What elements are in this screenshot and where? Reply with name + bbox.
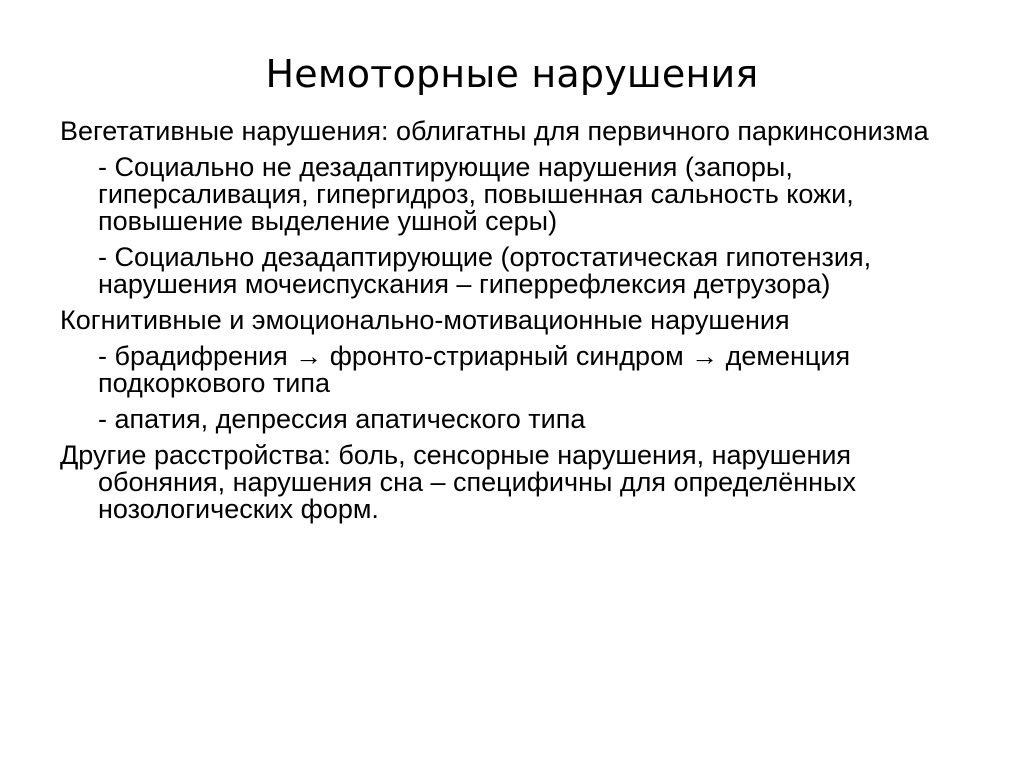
slide-title: Немоторные нарушения bbox=[265, 52, 759, 96]
slide-body bbox=[60, 118, 980, 532]
item-other-disorders: Другие расстройства: боль, сенсорные нарушения, нарушения обоняния, нарушения сна – специфичны для определённых нозологических форм. bbox=[60, 440, 856, 524]
item-cognitive: Когнитивные и эмоционально-мотивационные нарушения bbox=[60, 305, 790, 335]
subitem-disadaptive: - Социально дезадаптирующие (ортостатическая гипотензия, нарушения мочеиспускания – гиперрефлексия детрузора) bbox=[98, 242, 872, 299]
subitem-non-disadaptive: - Социально не дезадаптирующие нарушения (запоры, гиперсаливация, гипергидроз, повышенная сальность кожи, повышение выделение ушной серы) bbox=[98, 152, 854, 236]
subitem-bradyphrenia: - брадифрения → фронто-стриарный синдром → деменция подкоркового типа bbox=[98, 341, 851, 398]
subitem-apathy: - апатия, депрессия апатического типа bbox=[98, 404, 586, 434]
item-vegetative: Вегетативные нарушения: облигатны для первичного паркинсонизма bbox=[60, 116, 929, 146]
